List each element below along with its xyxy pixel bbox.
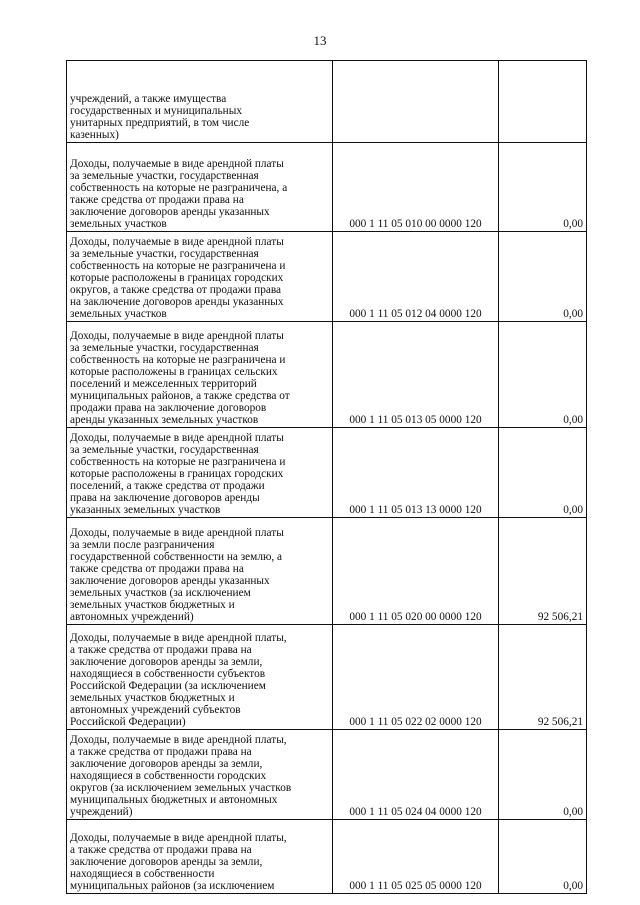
revenue-description-cell [67, 428, 333, 518]
table-row [67, 428, 587, 518]
budget-classification-code: 000 1 11 05 020 00 0000 120 [333, 518, 499, 625]
table-row [67, 322, 587, 428]
revenue-description: Доходы, получаемые в виде арендной платы, а также средства от продажи права на заключение договоров аренды за земли, находящиеся в собственности городских округов (за исключением земельных участков муниципальных бюджетных и автономных учреждений) [70, 734, 292, 818]
revenue-description-cell [67, 730, 333, 820]
budget-classification-code: 000 1 11 05 013 05 0000 120 [333, 322, 499, 428]
revenue-description-cell [67, 625, 333, 730]
table-row [67, 518, 587, 625]
revenue-description: Доходы, получаемые в виде арендной платы, а также средства от продажи права на заключение договоров аренды за земли, находящиеся в собственности субъектов Российской Федерации (за исключением земельных участков бюджетных и автономных учреждений субъектов Российской Федерации) [70, 632, 287, 728]
revenue-table [66, 60, 587, 894]
table-row [67, 730, 587, 820]
revenue-description-cell [67, 820, 333, 894]
amount-value: 0,00 [499, 428, 587, 518]
budget-classification-code: 000 1 11 05 012 04 0000 120 [333, 232, 499, 322]
amount-value: 0,00 [499, 232, 587, 322]
revenue-description: Доходы, получаемые в виде арендной платы за земли после разграничения государственной собственности на землю, а также средства от продажи права на заключение договоров аренды указанных земельных участков (за исключением земельных участков бюджетных и автономных учреждений) [70, 527, 284, 623]
revenue-table-body [67, 61, 587, 894]
budget-classification-code: 000 1 11 05 022 02 0000 120 [333, 625, 499, 730]
revenue-description: Доходы, получаемые в виде арендной платы, а также средства от продажи права на заключение договоров аренды за земли, находящиеся в собственности муниципальных районов (за исключением [70, 832, 287, 892]
budget-classification-code: 000 1 11 05 025 05 0000 120 [333, 820, 499, 894]
amount-value: 0,00 [499, 322, 587, 428]
table-row [67, 232, 587, 322]
budget-classification-code: 000 1 11 05 024 04 0000 120 [333, 730, 499, 820]
table-row [67, 61, 587, 143]
revenue-description-cell [67, 232, 333, 322]
table-row [67, 143, 587, 232]
budget-classification-code: 000 1 11 05 010 00 0000 120 [333, 143, 499, 232]
revenue-description-cell [67, 143, 333, 232]
budget-classification-code: 000 1 11 05 013 13 0000 120 [333, 428, 499, 518]
page-number: 13 [313, 33, 327, 48]
table-row [67, 625, 587, 730]
amount-value: 0,00 [499, 730, 587, 820]
amount-value: 0,00 [499, 143, 587, 232]
revenue-description-cell [67, 61, 333, 143]
amount-value [499, 61, 587, 143]
budget-classification-code [333, 61, 499, 143]
revenue-description-cell [67, 322, 333, 428]
amount-value: 92 506,21 [499, 518, 587, 625]
revenue-description: Доходы, получаемые в виде арендной платы за земельные участки, государственная собственность на которые не разграничена и которые расположены в границах городских округов, а также средства от продажи права на заключение договоров аренды указанных земельных участков [70, 236, 286, 320]
revenue-description: учреждений, а также имущества государственных и муниципальных унитарных предприятий, в том числе казенных) [70, 93, 250, 141]
revenue-description: Доходы, получаемые в виде арендной платы за земельные участки, государственная собственность на которые не разграничена и которые расположены в границах сельских поселений и межселенных территорий муниципальных районов, а также средства от продажи права на заключение договоров аренды указанных земельных участков [70, 330, 290, 426]
amount-value: 0,00 [499, 820, 587, 894]
revenue-description: Доходы, получаемые в виде арендной платы за земельные участки, государственная собственность на которые не разграничена, а также средства от продажи права на заключение договоров аренды указанных земельных участков [70, 158, 288, 230]
amount-value: 92 506,21 [499, 625, 587, 730]
revenue-description-cell [67, 518, 333, 625]
revenue-description: Доходы, получаемые в виде арендной платы за земельные участки, государственная собственность на которые не разграничена и которые расположены в границах городских поселений, а также средства от продажи права на заключение договоров аренды указанных земельных участков [70, 432, 286, 516]
table-row [67, 820, 587, 894]
